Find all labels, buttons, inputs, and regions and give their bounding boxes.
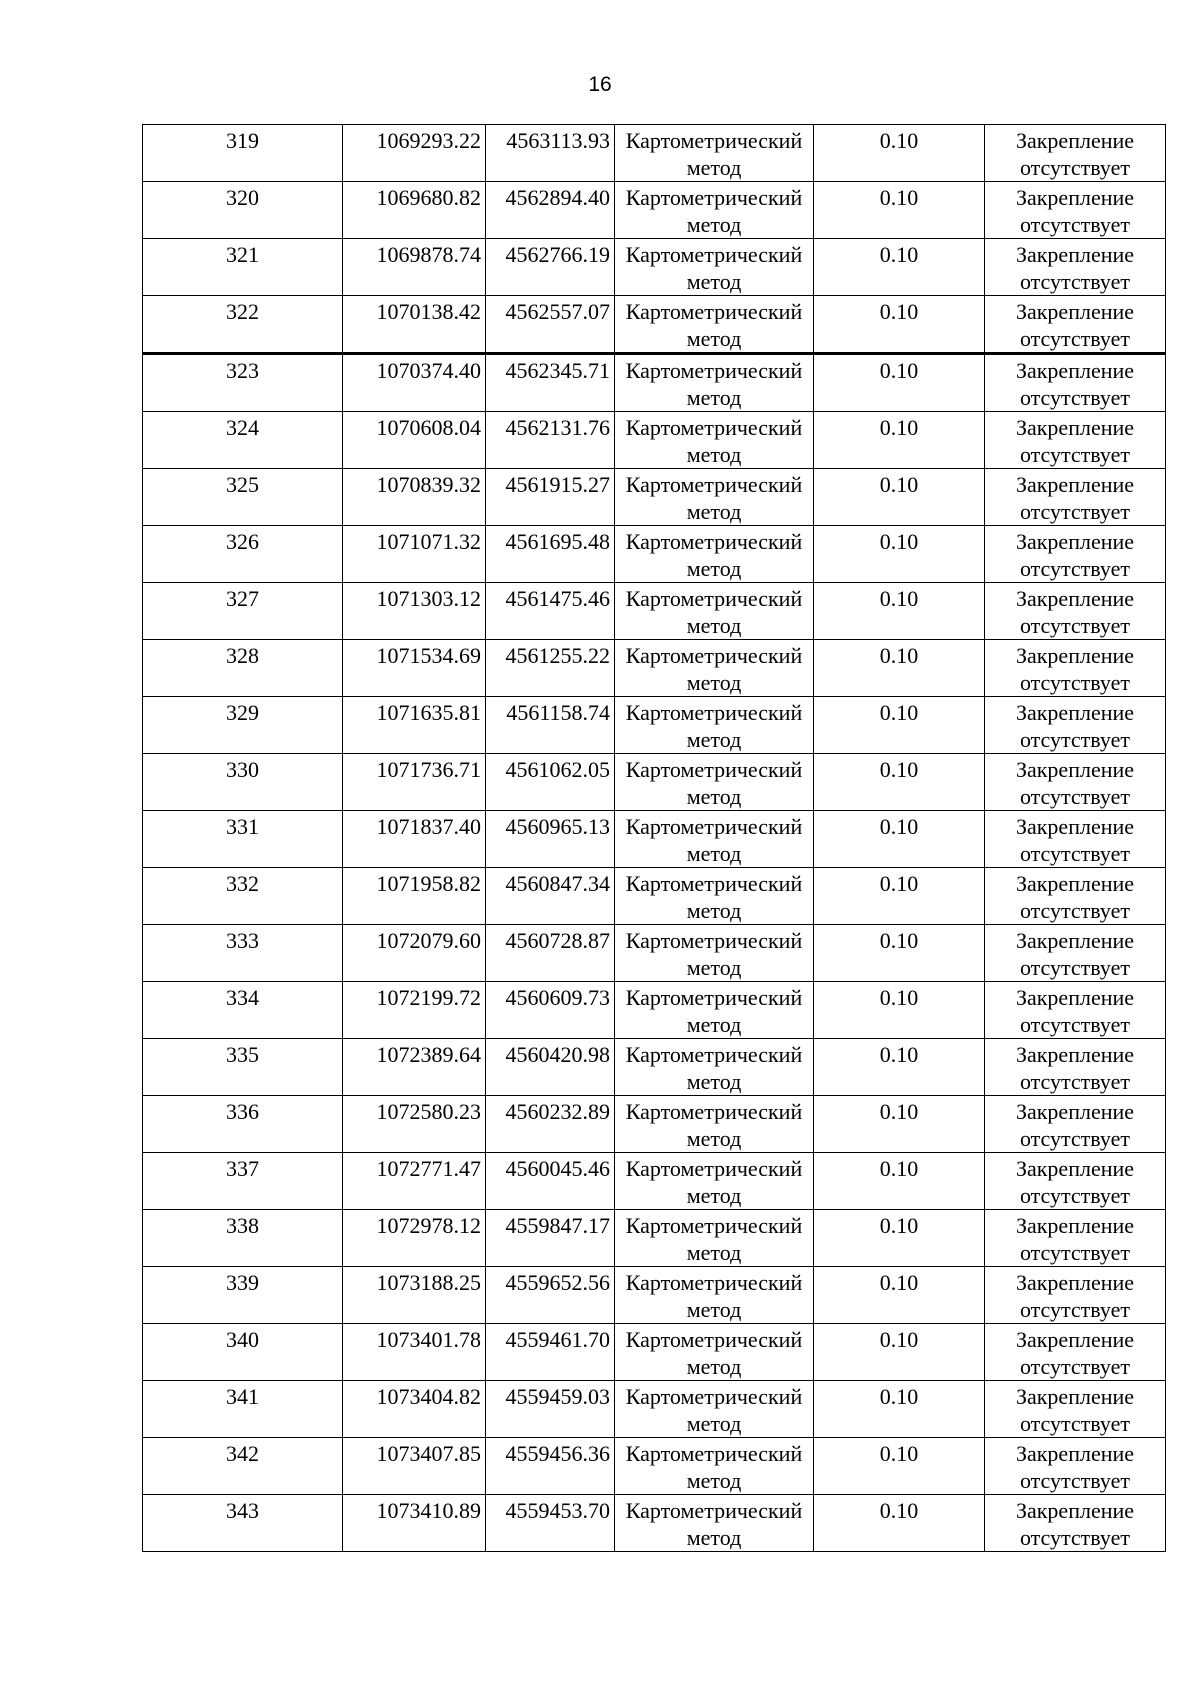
table-row bbox=[143, 868, 1166, 925]
point-number-cell: 333 bbox=[143, 925, 343, 982]
y-coordinate-cell: 4560728.87 bbox=[486, 925, 615, 982]
x-coordinate-cell: 1072580.23 bbox=[343, 1096, 486, 1153]
point-number-cell: 326 bbox=[143, 526, 343, 583]
fixation-line: отсутствует bbox=[1019, 442, 1131, 467]
fixation-line: отсутствует bbox=[1019, 955, 1131, 980]
method-line: метод bbox=[686, 955, 742, 980]
method-cell bbox=[615, 925, 814, 982]
fixation-line: Закрепление bbox=[1015, 415, 1135, 440]
fixation-line: Закрепление bbox=[1015, 928, 1135, 953]
point-number-cell: 327 bbox=[143, 583, 343, 640]
method-line: Картометрический bbox=[625, 1213, 803, 1238]
method-line: метод bbox=[686, 841, 742, 866]
fixation-line: отсутствует bbox=[1019, 613, 1131, 638]
method-line: метод bbox=[686, 1240, 742, 1265]
method-line: Картометрический bbox=[625, 814, 803, 839]
method-cell bbox=[615, 640, 814, 697]
x-coordinate-cell: 1073410.89 bbox=[343, 1495, 486, 1552]
fixation-line: Закрепление bbox=[1015, 242, 1135, 267]
table-row bbox=[143, 469, 1166, 526]
point-number-cell: 340 bbox=[143, 1324, 343, 1381]
point-number-cell: 332 bbox=[143, 868, 343, 925]
method-line: Картометрический bbox=[625, 1042, 803, 1067]
fixation-line: отсутствует bbox=[1019, 1012, 1131, 1037]
method-cell bbox=[615, 811, 814, 868]
accuracy-cell: 0.10 bbox=[814, 925, 985, 982]
point-number-cell: 343 bbox=[143, 1495, 343, 1552]
point-number-cell: 339 bbox=[143, 1267, 343, 1324]
fixation-line: Закрепление bbox=[1015, 985, 1135, 1010]
accuracy-cell: 0.10 bbox=[814, 1267, 985, 1324]
method-line: Картометрический bbox=[625, 700, 803, 725]
method-cell bbox=[615, 1438, 814, 1495]
accuracy-cell: 0.10 bbox=[814, 296, 985, 354]
method-line: метод bbox=[686, 326, 742, 351]
accuracy-cell: 0.10 bbox=[814, 182, 985, 239]
fixation-line: отсутствует bbox=[1019, 385, 1131, 410]
x-coordinate-cell: 1073188.25 bbox=[343, 1267, 486, 1324]
table-row bbox=[143, 697, 1166, 754]
fixation-line: Закрепление bbox=[1015, 1498, 1135, 1523]
table-row bbox=[143, 412, 1166, 469]
x-coordinate-cell: 1072389.64 bbox=[343, 1039, 486, 1096]
fixation-line: отсутствует bbox=[1019, 269, 1131, 294]
method-cell bbox=[615, 1381, 814, 1438]
y-coordinate-cell: 4561062.05 bbox=[486, 754, 615, 811]
method-line: Картометрический bbox=[625, 358, 803, 383]
fixation-line: Закрепление bbox=[1015, 472, 1135, 497]
method-cell bbox=[615, 868, 814, 925]
fixation-line: отсутствует bbox=[1019, 784, 1131, 809]
method-line: Картометрический bbox=[625, 1441, 803, 1466]
x-coordinate-cell: 1069878.74 bbox=[343, 239, 486, 296]
point-number-cell: 334 bbox=[143, 982, 343, 1039]
point-number-cell: 337 bbox=[143, 1153, 343, 1210]
table-row bbox=[143, 526, 1166, 583]
accuracy-cell: 0.10 bbox=[814, 125, 985, 182]
point-number-cell: 336 bbox=[143, 1096, 343, 1153]
table-row bbox=[143, 354, 1166, 412]
fixation-cell bbox=[985, 640, 1166, 697]
method-cell bbox=[615, 697, 814, 754]
y-coordinate-cell: 4561475.46 bbox=[486, 583, 615, 640]
x-coordinate-cell: 1070138.42 bbox=[343, 296, 486, 354]
point-number-cell: 335 bbox=[143, 1039, 343, 1096]
method-line: метод bbox=[686, 212, 742, 237]
fixation-line: Закрепление bbox=[1015, 757, 1135, 782]
fixation-line: Закрепление bbox=[1015, 299, 1135, 324]
point-number-cell: 342 bbox=[143, 1438, 343, 1495]
fixation-line: Закрепление bbox=[1015, 128, 1135, 153]
fixation-cell bbox=[985, 1495, 1166, 1552]
fixation-line: отсутствует bbox=[1019, 1240, 1131, 1265]
fixation-cell bbox=[985, 583, 1166, 640]
method-line: метод bbox=[686, 385, 742, 410]
fixation-cell bbox=[985, 354, 1166, 412]
fixation-cell bbox=[985, 982, 1166, 1039]
y-coordinate-cell: 4559847.17 bbox=[486, 1210, 615, 1267]
x-coordinate-cell: 1070608.04 bbox=[343, 412, 486, 469]
accuracy-cell: 0.10 bbox=[814, 868, 985, 925]
method-cell bbox=[615, 583, 814, 640]
coordinates-table bbox=[142, 124, 1166, 1552]
point-number-cell: 325 bbox=[143, 469, 343, 526]
method-line: метод bbox=[686, 670, 742, 695]
table-row bbox=[143, 754, 1166, 811]
point-number-cell: 338 bbox=[143, 1210, 343, 1267]
fixation-line: Закрепление bbox=[1015, 586, 1135, 611]
method-line: Картометрический bbox=[625, 472, 803, 497]
fixation-cell bbox=[985, 182, 1166, 239]
fixation-cell bbox=[985, 1438, 1166, 1495]
accuracy-cell: 0.10 bbox=[814, 469, 985, 526]
fixation-line: отсутствует bbox=[1019, 1525, 1131, 1550]
method-line: метод bbox=[686, 613, 742, 638]
fixation-cell bbox=[985, 1210, 1166, 1267]
x-coordinate-cell: 1069680.82 bbox=[343, 182, 486, 239]
fixation-line: Закрепление bbox=[1015, 871, 1135, 896]
y-coordinate-cell: 4559459.03 bbox=[486, 1381, 615, 1438]
y-coordinate-cell: 4559456.36 bbox=[486, 1438, 615, 1495]
table-row bbox=[143, 1210, 1166, 1267]
method-cell bbox=[615, 754, 814, 811]
fixation-line: Закрепление bbox=[1015, 185, 1135, 210]
method-cell bbox=[615, 354, 814, 412]
method-line: Картометрический bbox=[625, 928, 803, 953]
accuracy-cell: 0.10 bbox=[814, 1495, 985, 1552]
method-line: метод bbox=[686, 1126, 742, 1151]
method-line: метод bbox=[686, 1411, 742, 1436]
y-coordinate-cell: 4560045.46 bbox=[486, 1153, 615, 1210]
method-line: метод bbox=[686, 1354, 742, 1379]
x-coordinate-cell: 1072079.60 bbox=[343, 925, 486, 982]
accuracy-cell: 0.10 bbox=[814, 583, 985, 640]
point-number-cell: 331 bbox=[143, 811, 343, 868]
x-coordinate-cell: 1073407.85 bbox=[343, 1438, 486, 1495]
point-number-cell: 324 bbox=[143, 412, 343, 469]
method-cell bbox=[615, 1324, 814, 1381]
fixation-line: Закрепление bbox=[1015, 1156, 1135, 1181]
fixation-line: Закрепление bbox=[1015, 1270, 1135, 1295]
point-number-cell: 322 bbox=[143, 296, 343, 354]
x-coordinate-cell: 1071837.40 bbox=[343, 811, 486, 868]
y-coordinate-cell: 4561158.74 bbox=[486, 697, 615, 754]
fixation-cell bbox=[985, 1267, 1166, 1324]
method-line: метод bbox=[686, 556, 742, 581]
fixation-line: Закрепление bbox=[1015, 814, 1135, 839]
fixation-line: Закрепление bbox=[1015, 700, 1135, 725]
fixation-cell bbox=[985, 754, 1166, 811]
accuracy-cell: 0.10 bbox=[814, 982, 985, 1039]
fixation-line: Закрепление bbox=[1015, 1441, 1135, 1466]
fixation-line: Закрепление bbox=[1015, 1042, 1135, 1067]
method-line: Картометрический bbox=[625, 1498, 803, 1523]
y-coordinate-cell: 4562766.19 bbox=[486, 239, 615, 296]
y-coordinate-cell: 4561915.27 bbox=[486, 469, 615, 526]
fixation-line: Закрепление bbox=[1015, 1213, 1135, 1238]
method-line: Картометрический bbox=[625, 1327, 803, 1352]
y-coordinate-cell: 4561695.48 bbox=[486, 526, 615, 583]
point-number-cell: 330 bbox=[143, 754, 343, 811]
method-line: метод bbox=[686, 269, 742, 294]
accuracy-cell: 0.10 bbox=[814, 1210, 985, 1267]
fixation-line: Закрепление bbox=[1015, 643, 1135, 668]
method-line: Картометрический bbox=[625, 643, 803, 668]
table-row bbox=[143, 811, 1166, 868]
table-row bbox=[143, 296, 1166, 354]
y-coordinate-cell: 4560232.89 bbox=[486, 1096, 615, 1153]
accuracy-cell: 0.10 bbox=[814, 1381, 985, 1438]
method-line: метод bbox=[686, 442, 742, 467]
accuracy-cell: 0.10 bbox=[814, 1096, 985, 1153]
method-line: Картометрический bbox=[625, 1156, 803, 1181]
method-cell bbox=[615, 182, 814, 239]
fixation-line: отсутствует bbox=[1019, 670, 1131, 695]
accuracy-cell: 0.10 bbox=[814, 239, 985, 296]
fixation-cell bbox=[985, 811, 1166, 868]
method-line: метод bbox=[686, 898, 742, 923]
table-row bbox=[143, 982, 1166, 1039]
method-cell bbox=[615, 1210, 814, 1267]
method-line: Картометрический bbox=[625, 871, 803, 896]
x-coordinate-cell: 1071958.82 bbox=[343, 868, 486, 925]
fixation-line: отсутствует bbox=[1019, 1468, 1131, 1493]
method-line: метод bbox=[686, 1183, 742, 1208]
method-line: Картометрический bbox=[625, 242, 803, 267]
method-line: Картометрический bbox=[625, 185, 803, 210]
x-coordinate-cell: 1072978.12 bbox=[343, 1210, 486, 1267]
accuracy-cell: 0.10 bbox=[814, 754, 985, 811]
method-line: метод bbox=[686, 727, 742, 752]
method-line: Картометрический bbox=[625, 415, 803, 440]
method-line: метод bbox=[686, 1468, 742, 1493]
fixation-cell bbox=[985, 526, 1166, 583]
method-cell bbox=[615, 412, 814, 469]
fixation-line: отсутствует bbox=[1019, 499, 1131, 524]
table-row bbox=[143, 1324, 1166, 1381]
table-row bbox=[143, 125, 1166, 182]
y-coordinate-cell: 4560965.13 bbox=[486, 811, 615, 868]
method-line: Картометрический bbox=[625, 757, 803, 782]
method-line: Картометрический bbox=[625, 1270, 803, 1295]
x-coordinate-cell: 1073401.78 bbox=[343, 1324, 486, 1381]
table-row bbox=[143, 182, 1166, 239]
table-row bbox=[143, 925, 1166, 982]
y-coordinate-cell: 4563113.93 bbox=[486, 125, 615, 182]
x-coordinate-cell: 1072199.72 bbox=[343, 982, 486, 1039]
table-row bbox=[143, 1381, 1166, 1438]
fixation-line: отсутствует bbox=[1019, 556, 1131, 581]
fixation-line: Закрепление bbox=[1015, 1327, 1135, 1352]
method-line: Картометрический bbox=[625, 586, 803, 611]
method-cell bbox=[615, 1153, 814, 1210]
y-coordinate-cell: 4561255.22 bbox=[486, 640, 615, 697]
y-coordinate-cell: 4562345.71 bbox=[486, 354, 615, 412]
point-number-cell: 320 bbox=[143, 182, 343, 239]
fixation-cell bbox=[985, 925, 1166, 982]
table-row bbox=[143, 583, 1166, 640]
table-row bbox=[143, 1438, 1166, 1495]
accuracy-cell: 0.10 bbox=[814, 697, 985, 754]
x-coordinate-cell: 1070374.40 bbox=[343, 354, 486, 412]
fixation-cell bbox=[985, 469, 1166, 526]
fixation-line: отсутствует bbox=[1019, 1354, 1131, 1379]
point-number-cell: 321 bbox=[143, 239, 343, 296]
fixation-line: отсутствует bbox=[1019, 1297, 1131, 1322]
accuracy-cell: 0.10 bbox=[814, 1324, 985, 1381]
table-row bbox=[143, 239, 1166, 296]
fixation-line: Закрепление bbox=[1015, 358, 1135, 383]
x-coordinate-cell: 1071071.32 bbox=[343, 526, 486, 583]
accuracy-cell: 0.10 bbox=[814, 1438, 985, 1495]
y-coordinate-cell: 4562557.07 bbox=[486, 296, 615, 354]
method-line: Картометрический bbox=[625, 985, 803, 1010]
method-line: метод bbox=[686, 1012, 742, 1037]
method-cell bbox=[615, 296, 814, 354]
fixation-cell bbox=[985, 1324, 1166, 1381]
fixation-cell bbox=[985, 1381, 1166, 1438]
point-number-cell: 323 bbox=[143, 354, 343, 412]
method-cell bbox=[615, 1096, 814, 1153]
accuracy-cell: 0.10 bbox=[814, 526, 985, 583]
method-line: метод bbox=[686, 784, 742, 809]
method-line: метод bbox=[686, 499, 742, 524]
fixation-cell bbox=[985, 1096, 1166, 1153]
method-cell bbox=[615, 526, 814, 583]
method-line: Картометрический bbox=[625, 128, 803, 153]
x-coordinate-cell: 1071736.71 bbox=[343, 754, 486, 811]
method-cell bbox=[615, 1495, 814, 1552]
method-line: метод bbox=[686, 1525, 742, 1550]
fixation-cell bbox=[985, 868, 1166, 925]
accuracy-cell: 0.10 bbox=[814, 1153, 985, 1210]
fixation-cell bbox=[985, 697, 1166, 754]
x-coordinate-cell: 1069293.22 bbox=[343, 125, 486, 182]
x-coordinate-cell: 1071534.69 bbox=[343, 640, 486, 697]
fixation-line: Закрепление bbox=[1015, 529, 1135, 554]
method-cell bbox=[615, 1267, 814, 1324]
method-line: метод bbox=[686, 1069, 742, 1094]
page-number: 16 bbox=[588, 73, 612, 96]
accuracy-cell: 0.10 bbox=[814, 412, 985, 469]
fixation-cell bbox=[985, 296, 1166, 354]
table-row bbox=[143, 640, 1166, 697]
fixation-cell bbox=[985, 1039, 1166, 1096]
method-line: Картометрический bbox=[625, 299, 803, 324]
point-number-cell: 319 bbox=[143, 125, 343, 182]
fixation-line: Закрепление bbox=[1015, 1099, 1135, 1124]
y-coordinate-cell: 4560609.73 bbox=[486, 982, 615, 1039]
method-line: метод bbox=[686, 1297, 742, 1322]
table-row bbox=[143, 1039, 1166, 1096]
table-row bbox=[143, 1495, 1166, 1552]
y-coordinate-cell: 4559461.70 bbox=[486, 1324, 615, 1381]
fixation-line: отсутствует bbox=[1019, 1126, 1131, 1151]
table-row bbox=[143, 1153, 1166, 1210]
method-line: метод bbox=[686, 155, 742, 180]
fixation-line: отсутствует bbox=[1019, 1411, 1131, 1436]
fixation-cell bbox=[985, 1153, 1166, 1210]
point-number-cell: 341 bbox=[143, 1381, 343, 1438]
fixation-cell bbox=[985, 412, 1166, 469]
x-coordinate-cell: 1070839.32 bbox=[343, 469, 486, 526]
x-coordinate-cell: 1072771.47 bbox=[343, 1153, 486, 1210]
accuracy-cell: 0.10 bbox=[814, 354, 985, 412]
fixation-line: отсутствует bbox=[1019, 155, 1131, 180]
method-line: Картометрический bbox=[625, 1384, 803, 1409]
method-line: Картометрический bbox=[625, 1099, 803, 1124]
fixation-line: отсутствует bbox=[1019, 212, 1131, 237]
y-coordinate-cell: 4562131.76 bbox=[486, 412, 615, 469]
accuracy-cell: 0.10 bbox=[814, 811, 985, 868]
y-coordinate-cell: 4560847.34 bbox=[486, 868, 615, 925]
table-row bbox=[143, 1096, 1166, 1153]
point-number-cell: 329 bbox=[143, 697, 343, 754]
method-cell bbox=[615, 239, 814, 296]
fixation-cell bbox=[985, 239, 1166, 296]
method-cell bbox=[615, 1039, 814, 1096]
y-coordinate-cell: 4560420.98 bbox=[486, 1039, 615, 1096]
x-coordinate-cell: 1071303.12 bbox=[343, 583, 486, 640]
x-coordinate-cell: 1073404.82 bbox=[343, 1381, 486, 1438]
fixation-cell bbox=[985, 125, 1166, 182]
fixation-line: отсутствует bbox=[1019, 898, 1131, 923]
x-coordinate-cell: 1071635.81 bbox=[343, 697, 486, 754]
y-coordinate-cell: 4559453.70 bbox=[486, 1495, 615, 1552]
method-cell bbox=[615, 125, 814, 182]
fixation-line: Закрепление bbox=[1015, 1384, 1135, 1409]
point-number-cell: 328 bbox=[143, 640, 343, 697]
table-row bbox=[143, 1267, 1166, 1324]
coordinates-table-body bbox=[143, 125, 1166, 1552]
y-coordinate-cell: 4562894.40 bbox=[486, 182, 615, 239]
fixation-line: отсутствует bbox=[1019, 326, 1131, 351]
fixation-line: отсутствует bbox=[1019, 1183, 1131, 1208]
accuracy-cell: 0.10 bbox=[814, 1039, 985, 1096]
fixation-line: отсутствует bbox=[1019, 841, 1131, 866]
method-cell bbox=[615, 982, 814, 1039]
fixation-line: отсутствует bbox=[1019, 1069, 1131, 1094]
accuracy-cell: 0.10 bbox=[814, 640, 985, 697]
method-cell bbox=[615, 469, 814, 526]
method-line: Картометрический bbox=[625, 529, 803, 554]
y-coordinate-cell: 4559652.56 bbox=[486, 1267, 615, 1324]
fixation-line: отсутствует bbox=[1019, 727, 1131, 752]
